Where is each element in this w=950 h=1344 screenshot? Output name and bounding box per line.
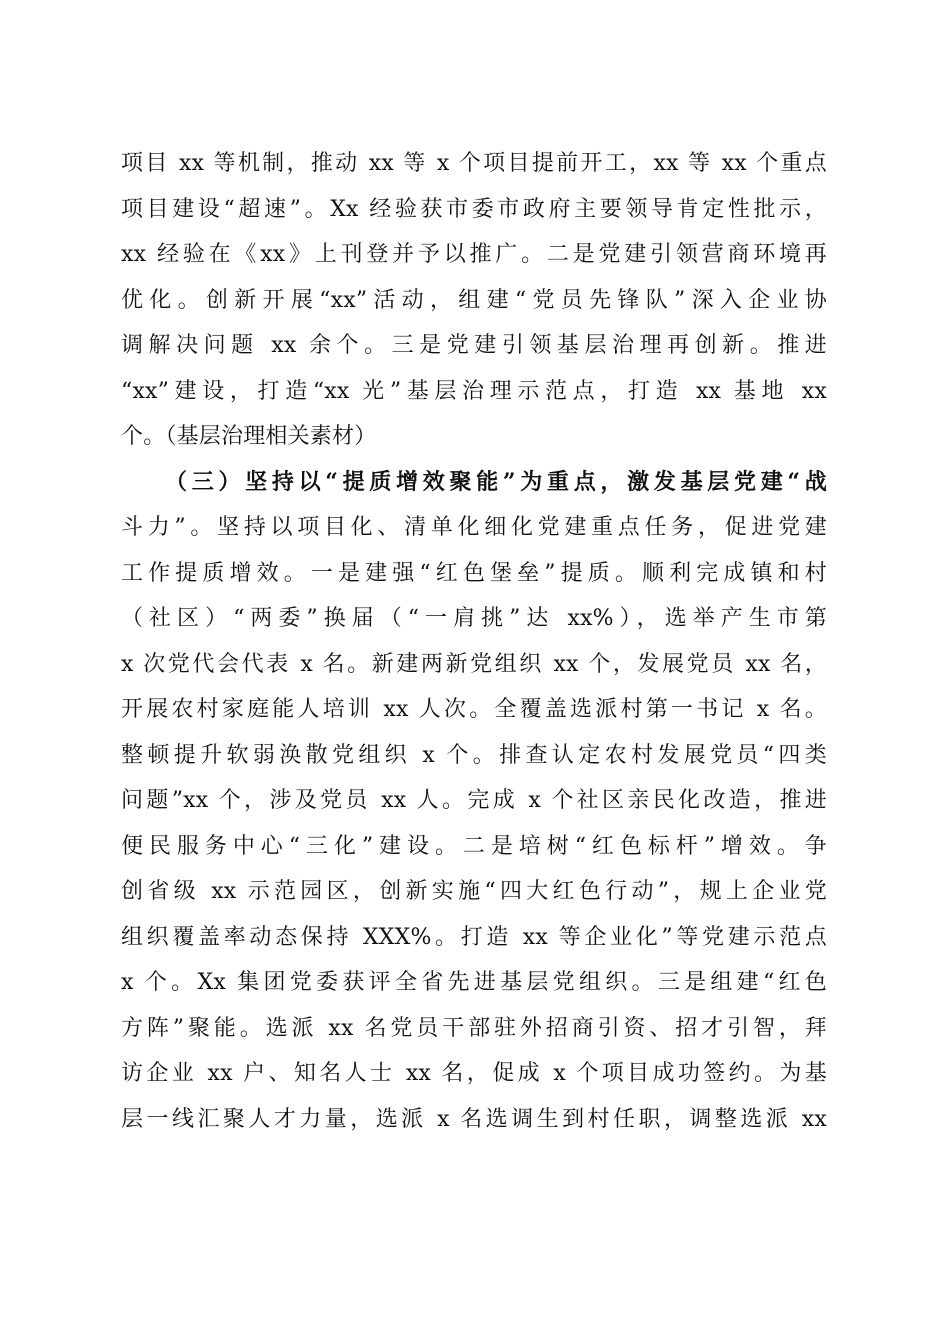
- text-line: 整顿提升软弱涣散党组织 x 个。排查认定农村发展党员“四类: [121, 742, 827, 768]
- text-line: 个。（基层治理相关素材）: [121, 424, 377, 449]
- text-line: 项目 xx 等机制，推动 xx 等 x 个项目提前开工，xx 等 xx 个重点: [121, 151, 827, 176]
- text-line: 便民服务中心“三化”建设。二是培树“红色标杆”增效。争: [121, 833, 827, 859]
- text-line: 开展农村家庭能人培训 xx 人次。全覆盖选派村第一书记 x 名。: [121, 697, 827, 722]
- text-line: 层一线汇聚人才力量，选派 x 名选调生到村任职，调整选派 xx: [121, 1106, 827, 1132]
- text-line: 组织覆盖率动态保持 XXX%。打造 xx 等企业化”等党建示范点: [121, 924, 827, 950]
- text-line: 调解决问题 xx 余个。三是党建引领基层治理再创新。推进: [121, 333, 827, 358]
- text-line: 访企业 xx 户、知名人士 xx 名，促成 x 个项目成功签约。为基: [121, 1061, 827, 1086]
- text-line: x 次党代会代表 x 名。新建两新党组织 xx 个，发展党员 xx 名，: [121, 651, 827, 677]
- text-line: 问题”xx 个，涉及党员 xx 人。完成 x 个社区亲民化改造，推进: [121, 788, 827, 813]
- text-line: x 个。Xx 集团党委获评全省先进基层党组织。三是组建“红色: [121, 970, 827, 995]
- body-text: [121, 141, 827, 1142]
- text-line: （社区）“两委”换届（“一肩挑”达 xx%），选举产生市第: [121, 606, 827, 631]
- text-line: 优化。创新开展“xx”活动，组建“党员先锋队”深入企业协: [121, 287, 827, 313]
- text-line: 斗力”。坚持以项目化、清单化细化党建重点任务，促进党建: [121, 515, 827, 540]
- text-line: 创省级 xx 示范园区，创新实施“四大红色行动”，规上企业党: [121, 879, 827, 904]
- text-line: 项目建设“超速”。Xx 经验获市委市政府主要领导肯定性批示，: [121, 196, 827, 222]
- text-line: 工作提质增效。一是建强“红色堡垒”提质。顺利完成镇和村: [121, 560, 827, 586]
- text-line: xx 经验在《xx》上刊登并予以推广。二是党建引领营商环境再: [121, 242, 827, 267]
- section-heading: （三）坚持以“提质增效聚能”为重点，激发基层党建“战: [165, 468, 827, 495]
- text-line: 方阵”聚能。选派 xx 名党员干部驻外招商引资、招才引智，拜: [121, 1015, 827, 1041]
- text-line: “xx”建设，打造“xx 光”基层治理示范点，打造 xx 基地 xx: [121, 378, 827, 404]
